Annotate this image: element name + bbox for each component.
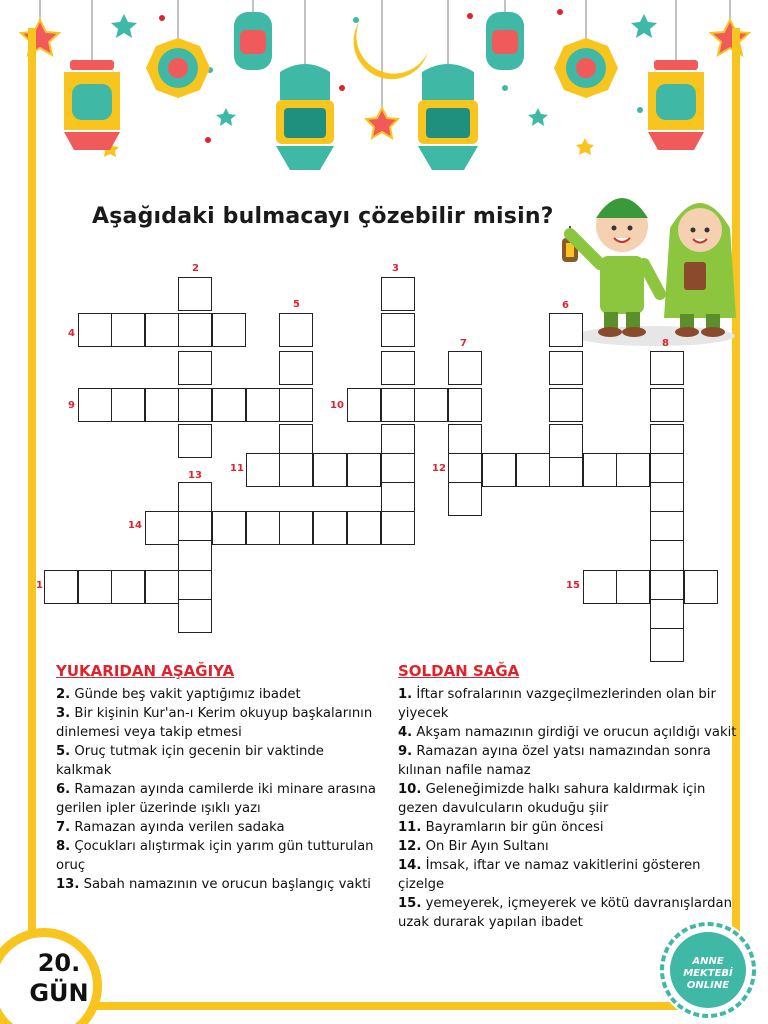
crossword-cell[interactable] [583,570,617,604]
crossword-cell[interactable] [650,628,684,662]
grid-number: 7 [460,338,467,349]
clue-item: 7. Ramazan ayında verilen sadaka [56,820,285,835]
crossword-cell[interactable] [78,313,112,347]
grid-number: 5 [293,299,300,310]
clue-item: 11. Bayramların bir gün öncesi [398,820,604,835]
grid-number: 4 [68,328,75,339]
clue-item: 15. yemeyerek, içmeyerek ve kötü davranışlardan uzak durarak yapılan ibadet [398,896,732,930]
crossword-cell[interactable] [78,570,112,604]
grid-number: 2 [192,263,199,274]
crossword-cell[interactable] [381,313,415,347]
crossword-cell[interactable] [684,570,718,604]
crossword-cell[interactable] [178,313,212,347]
grid-number: 13 [188,470,202,481]
crossword-cell[interactable] [178,388,212,422]
down-heading: YUKARIDAN AŞAĞIYA [56,662,235,680]
crossword-cell[interactable] [482,453,516,487]
grid-number: 14 [128,520,142,531]
across-clues [398,662,738,932]
crossword-cell[interactable] [381,351,415,385]
crossword-cell[interactable] [212,313,246,347]
crossword-cell[interactable] [448,482,482,516]
crossword-cell[interactable] [178,540,212,574]
crossword-cell[interactable] [549,424,583,458]
crossword-cell[interactable] [178,599,212,633]
crossword-cell[interactable] [347,511,381,545]
clue-item: 13. Sabah namazının ve orucun başlangıç vakti [56,877,371,892]
crossword-cell[interactable] [381,277,415,311]
crossword-cell[interactable] [246,511,280,545]
crossword-cell[interactable] [347,453,381,487]
crossword-cell[interactable] [313,511,347,545]
crossword-cell[interactable] [246,453,280,487]
crossword-cell[interactable] [516,453,550,487]
crossword-cell[interactable] [583,453,617,487]
grid-number: 6 [562,300,569,311]
crossword-cell[interactable] [145,313,179,347]
clue-item: 12. On Bir Ayın Sultanı [398,839,549,854]
crossword-cell[interactable] [616,570,650,604]
crossword-cell[interactable] [111,388,145,422]
across-heading: SOLDAN SAĞA [398,662,520,680]
crossword-cell[interactable] [212,511,246,545]
crossword-cell[interactable] [279,313,313,347]
grid-number: 10 [330,400,344,411]
crossword-cell[interactable] [145,570,179,604]
crossword-cell[interactable] [279,511,313,545]
grid-number: 8 [662,338,669,349]
crossword-cell[interactable] [279,453,313,487]
crossword-cell[interactable] [111,570,145,604]
crossword-cell[interactable] [381,511,415,545]
clue-item: 1. İftar sofralarının vazgeçilmezlerinden olan bir yiyecek [398,687,716,721]
crossword-cell[interactable] [650,540,684,574]
crossword-cell[interactable] [279,351,313,385]
crossword-cell[interactable] [212,388,246,422]
crossword-cell[interactable] [313,453,347,487]
crossword-cell[interactable] [448,388,482,422]
crossword-cell[interactable] [549,313,583,347]
crossword-cell[interactable] [549,351,583,385]
crossword-cell[interactable] [178,351,212,385]
clue-item: 2. Günde beş vakit yaptığımız ibadet [56,687,301,702]
crossword-cell[interactable] [650,351,684,385]
grid-number: 3 [392,263,399,274]
crossword-cell[interactable] [549,453,583,487]
page-title: Aşağıdaki bulmacayı çözebilir misin? [92,204,554,229]
crossword-cell[interactable] [381,388,415,422]
grid-number: 1 [36,580,43,591]
crossword-cell[interactable] [145,388,179,422]
crossword-cell[interactable] [111,313,145,347]
crossword-cell[interactable] [178,277,212,311]
crossword-cell[interactable] [279,388,313,422]
clue-item: 5. Oruç tutmak için gecenin bir vaktinde kalkmak [56,744,324,778]
crossword-cell[interactable] [414,388,448,422]
grid-number: 12 [432,463,446,474]
kids-illustration [560,168,750,348]
grid-number: 11 [230,463,244,474]
grid-number: 9 [68,400,75,411]
crossword-cell[interactable] [246,388,280,422]
crossword-cell[interactable] [616,453,650,487]
crossword-cell[interactable] [347,388,381,422]
crossword-cell[interactable] [650,388,684,422]
down-clues [56,662,376,894]
logo-text: ANNE MEKTEBİ ONLINE [683,956,733,991]
clue-item: 9. Ramazan ayına özel yatsı namazından sonra kılınan nafile namaz [398,744,711,778]
crossword-cell[interactable] [448,351,482,385]
clue-item: 3. Bir kişinin Kur'an-ı Kerim okuyup başkalarının dinlemesi veya takip etmesi [56,706,373,740]
clue-item: 6. Ramazan ayında camilerde iki minare arasına gerilen ipler üzerinde ışıklı yazı [56,782,376,816]
clue-item: 14. İmsak, iftar ve namaz vakitlerini gösteren çizelge [398,858,701,892]
crossword-cell[interactable] [145,511,179,545]
crossword-cell[interactable] [78,388,112,422]
crossword-cell[interactable] [44,570,78,604]
crossword-cell[interactable] [178,424,212,458]
clue-item: 8. Çocukları alıştırmak için yarım gün tutturulan oruç [56,839,374,873]
crossword-cell[interactable] [549,388,583,422]
clue-item: 4. Akşam namazının girdiği ve orucun açıldığı vakit [398,725,737,740]
day-label: 20. GÜN [29,949,89,1007]
clue-item: 10. Geleneğimizde halkı sahura kaldırmak için gezen davulcuların okuduğu şiir [398,782,706,816]
grid-number: 15 [566,580,580,591]
